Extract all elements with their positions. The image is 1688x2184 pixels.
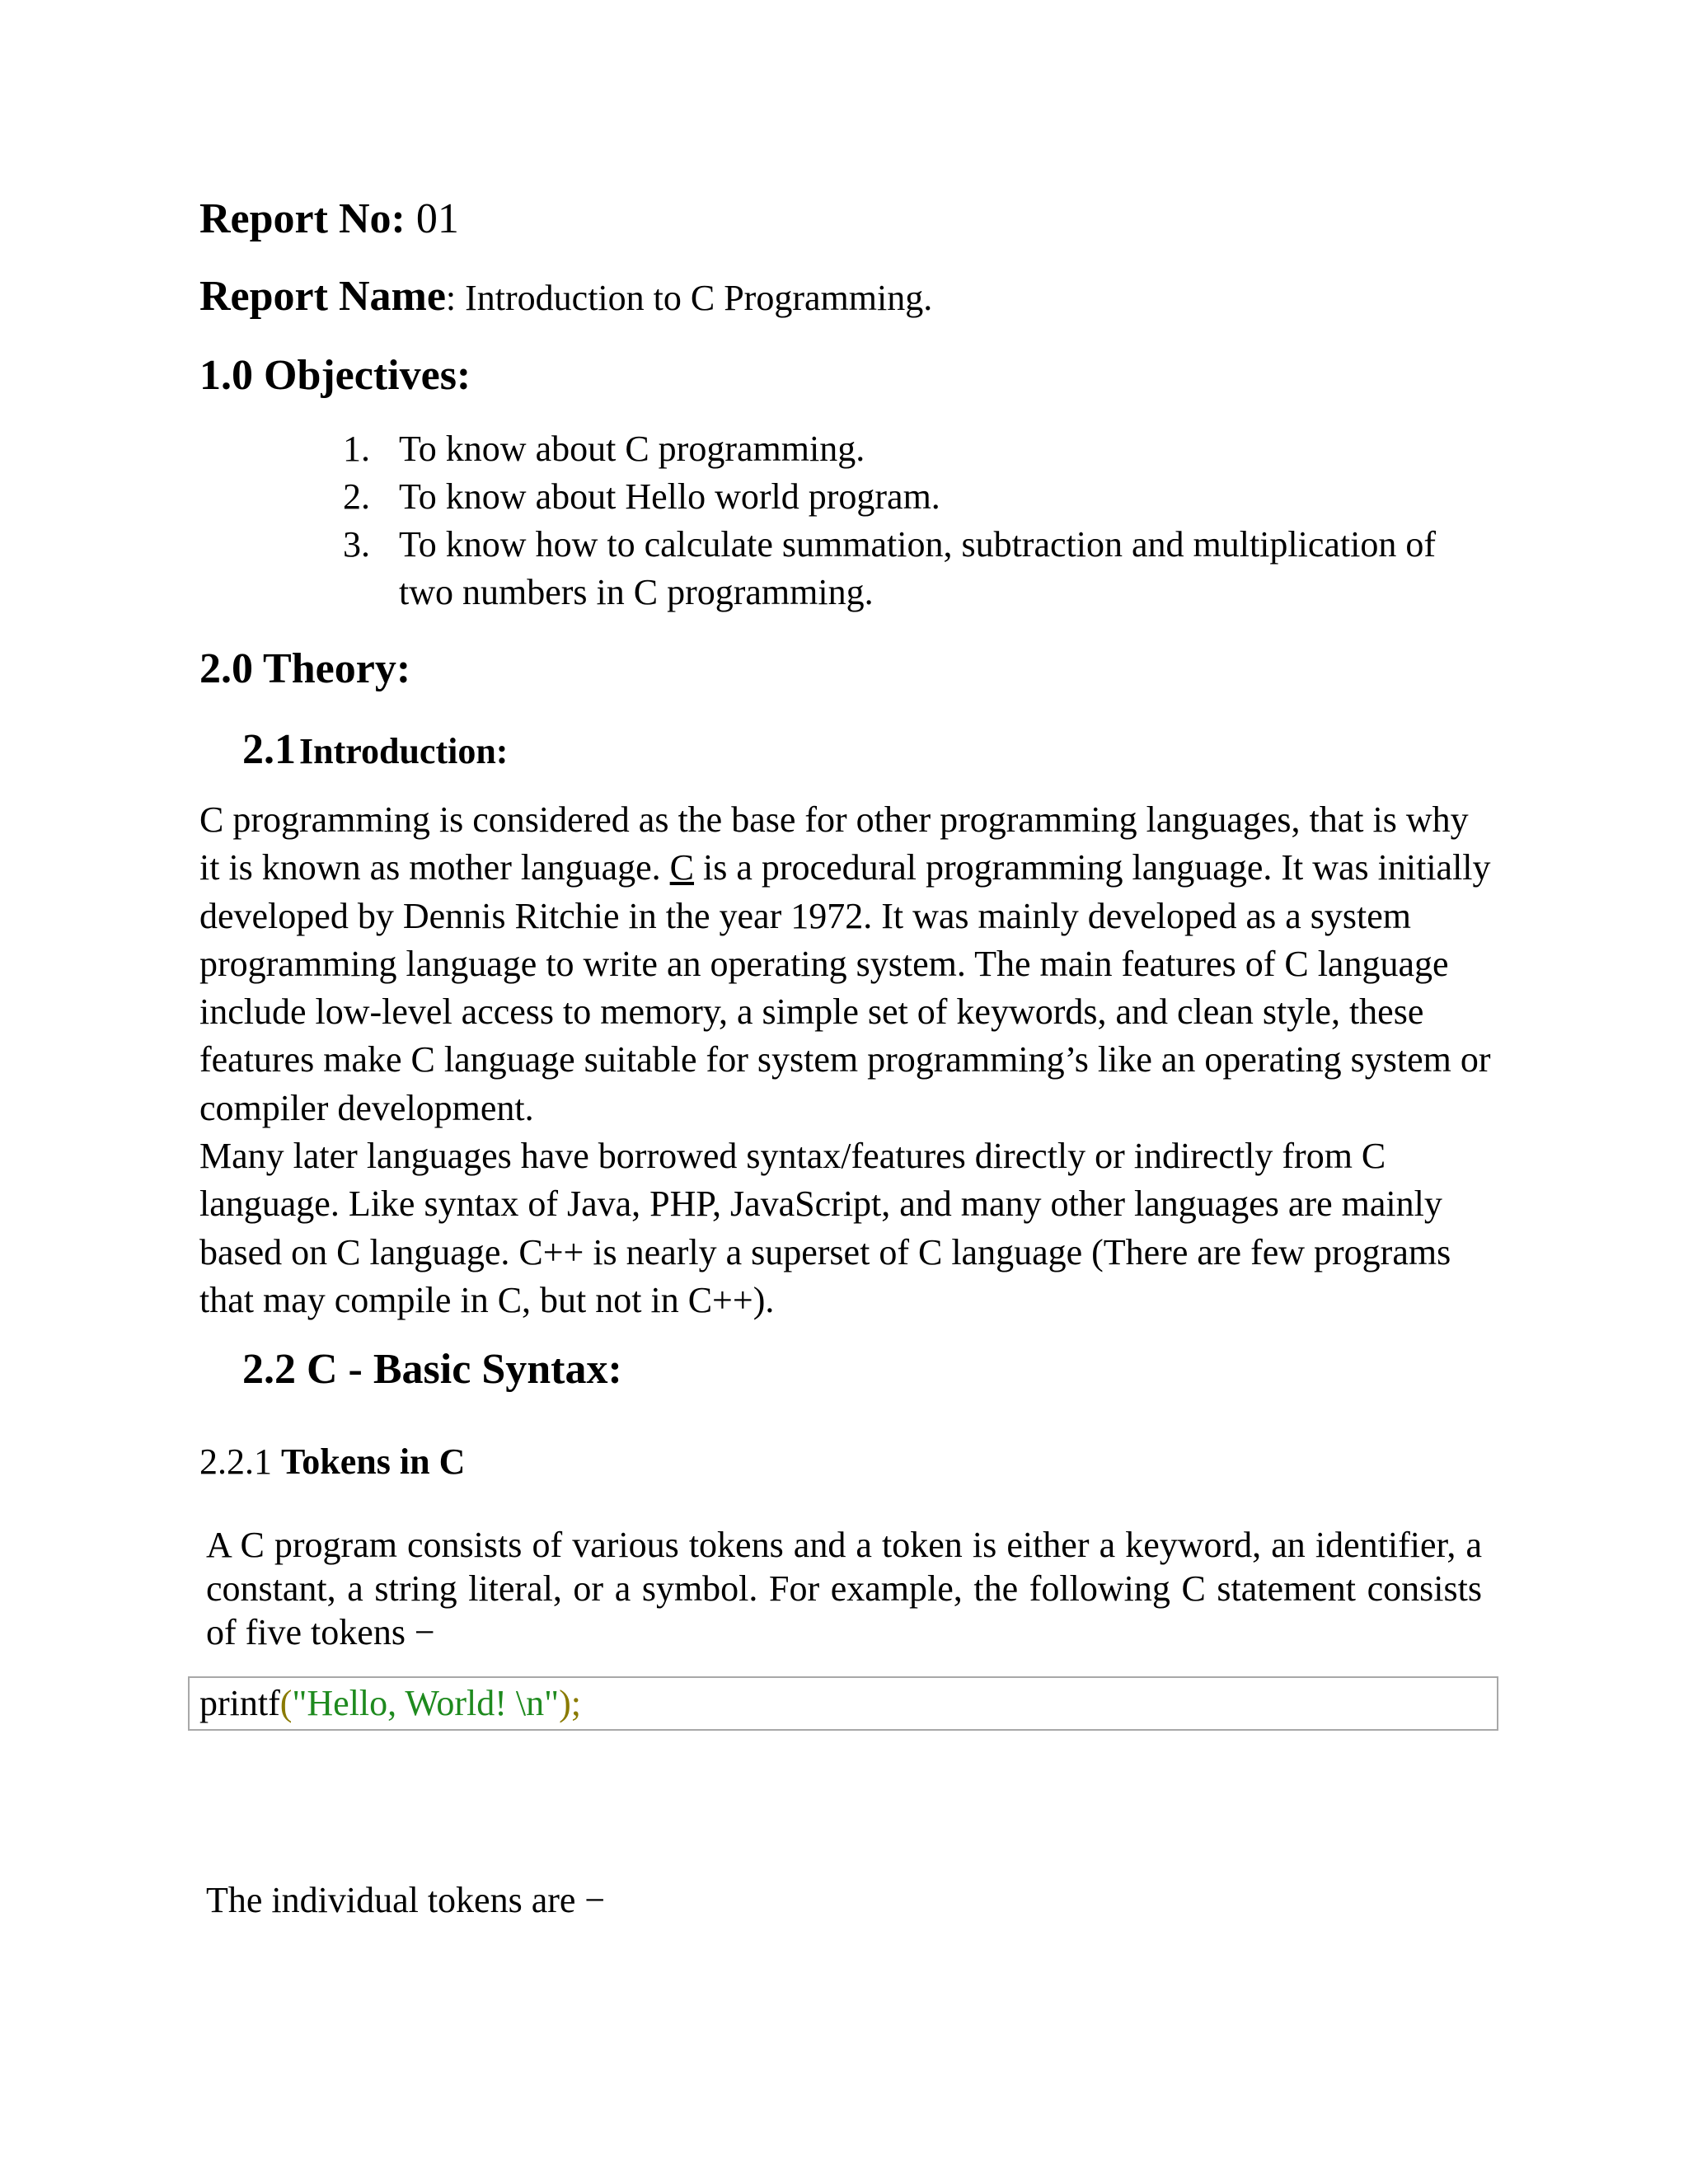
objectives-list <box>343 425 1497 616</box>
list-item <box>343 521 1497 616</box>
introduction-title: Introduction: <box>299 731 509 771</box>
report-number-label: Report No: <box>199 195 406 242</box>
list-text: To know about C programming. <box>399 429 865 469</box>
code-example-box <box>188 1676 1498 1731</box>
list-number: 2. <box>343 476 370 517</box>
tokens-number: 2.2.1 <box>199 1441 281 1482</box>
list-item <box>343 473 1497 521</box>
introduction-paragraph-2: Many later languages have borrowed syntax/features directly or indirectly from C language. Like syntax of Java, PHP, JavaScript, and many other languages are mainly based on C language. C++ is nearly a superset of C language (There are few programs that may compile in C, but not in C++). <box>199 1136 1451 1320</box>
individual-tokens-line: The individual tokens are − <box>206 1880 606 1920</box>
introduction-heading <box>242 725 508 774</box>
list-number: 3. <box>343 524 370 565</box>
underlined-c: C <box>669 847 695 888</box>
introduction-body <box>199 796 1493 1324</box>
objectives-heading: 1.0 Objectives: <box>199 352 471 399</box>
list-number: 1. <box>343 429 370 469</box>
report-number-line <box>199 194 459 244</box>
list-text: To know how to calculate summation, subtraction and multiplication of two numbers in C programming. <box>399 524 1436 612</box>
tokens-title: Tokens in C <box>281 1441 466 1482</box>
code-close: ); <box>559 1683 581 1723</box>
theory-heading: 2.0 Theory: <box>199 645 411 692</box>
code-string: "Hello, World! \n" <box>292 1683 560 1723</box>
list-text: To know about Hello world program. <box>399 476 940 517</box>
introduction-paragraph-1 <box>199 796 1493 1132</box>
code-function: printf <box>199 1683 280 1723</box>
paragraph-text: is a procedural programming language. It was initially developed by Dennis Ritchie in the year 1972. It was mainly developed as a system programming language to write an operating system. The main features of C language include low-level access to memory, a simple set of keywords, and clean style, these features make C language suitable for system programming’s like an operating system or compiler development. <box>199 847 1491 1128</box>
list-item <box>343 425 1497 473</box>
introduction-number: 2.1 <box>242 726 296 773</box>
report-name-value: : Introduction to C Programming. <box>445 278 933 318</box>
report-name-line <box>199 272 932 321</box>
report-name-label: Report Name <box>199 273 446 320</box>
report-number-value: 01 <box>415 195 459 242</box>
tokens-paragraph: A C program consists of various tokens and a token is either a keyword, an identifier, a constant, a string literal, or a symbol. For example, the following C statement consists of five tokens − <box>206 1525 1482 1652</box>
basic-syntax-heading: 2.2 C - Basic Syntax: <box>242 1346 622 1393</box>
code-open-paren: ( <box>279 1683 293 1723</box>
paragraph-text: C programming is considered as the base for other programming languages, that is why it is known as mother language. <box>199 799 1469 888</box>
tokens-heading <box>199 1441 465 1483</box>
